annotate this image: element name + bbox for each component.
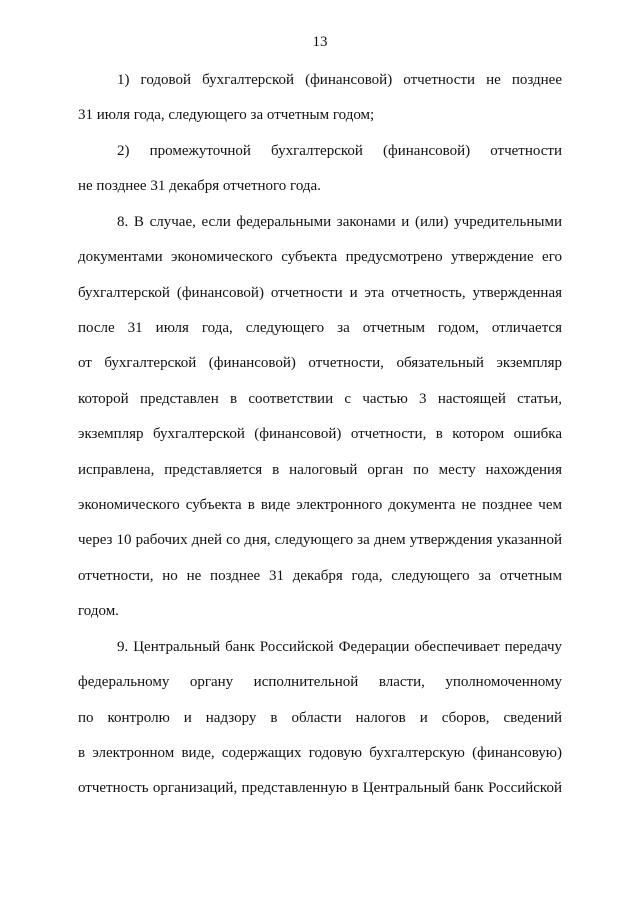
text-line: экономического субъекта в виде электронного документа не позднее чем [78, 497, 562, 513]
text-line: экземпляр бухгалтерской (финансовой) отчетности, в котором ошибка [78, 426, 562, 442]
text-line: после 31 июля года, следующего за отчетным годом, отличается [78, 320, 562, 336]
text-line: 8. В случае, если федеральными законами и (или) учредительными [117, 214, 562, 230]
text-line: в электронном виде, содержащих годовую бухгалтерскую (финансовую) [78, 745, 562, 761]
text-line: 1) годовой бухгалтерской (финансовой) отчетности не позднее [117, 72, 562, 88]
text-line: 9. Центральный банк Российской Федерации обеспечивает передачу [117, 639, 562, 655]
text-line: по контролю и надзору в области налогов и сборов, сведений [78, 710, 562, 726]
text-line: исправлена, представляется в налоговый орган по месту нахождения [78, 462, 562, 478]
text-line: 31 июля года, следующего за отчетным годом; [78, 107, 375, 123]
text-line: федеральному органу исполнительной власти, уполномоченному [78, 674, 562, 690]
text-line: не позднее 31 декабря отчетного года. [78, 178, 321, 194]
text-line: через 10 рабочих дней со дня, следующего за днем утверждения указанной [78, 532, 562, 548]
page-number: 13 [312, 34, 328, 50]
text-line: отчетности, но не позднее 31 декабря года, следующего за отчетным [78, 568, 562, 584]
text-line: отчетность организаций, представленную в Центральный банк Российской [78, 780, 562, 796]
text-line: бухгалтерской (финансовой) отчетности и эта отчетность, утвержденная [78, 285, 562, 301]
text-line: 2) промежуточной бухгалтерской (финансовой) отчетности [117, 143, 562, 159]
text-line: которой представлен в соответствии с частью 3 настоящей статьи, [78, 391, 562, 407]
text-line: документами экономического субъекта предусмотрено утверждение его [78, 249, 562, 265]
text-line: годом. [78, 603, 119, 619]
text-line: от бухгалтерской (финансовой) отчетности, обязательный экземпляр [78, 355, 562, 371]
